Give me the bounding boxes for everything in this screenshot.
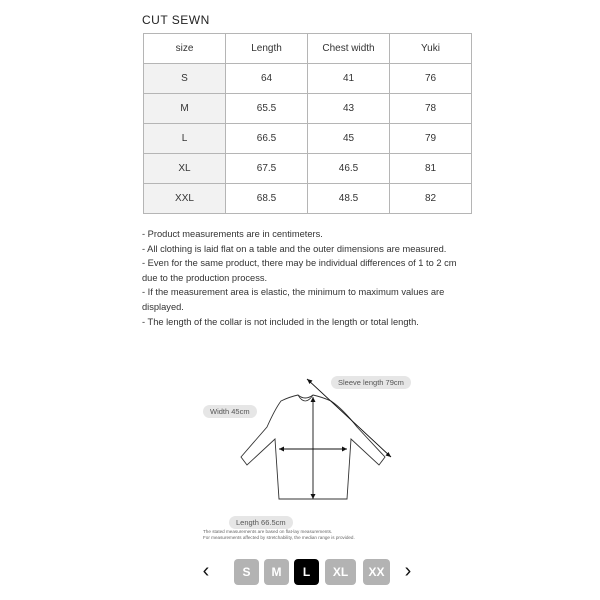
size-option-s[interactable]: S	[234, 559, 259, 585]
size-option-xxl[interactable]: XX	[363, 559, 390, 585]
footnote-line: The stated measurements are based on flat-lay measurements.	[203, 529, 333, 534]
table-cell: 79	[390, 124, 472, 154]
table-row	[144, 184, 472, 214]
column-header: size	[144, 34, 226, 64]
chevron-right-icon[interactable]: ›	[404, 560, 412, 582]
table-cell: 66.5	[226, 124, 308, 154]
width-label: Width 45cm	[203, 405, 257, 418]
table-cell: 64	[226, 64, 308, 94]
note-line: - All clothing is laid flat on a table and the outer dimensions are measured.	[142, 243, 447, 254]
table-cell: 43	[308, 94, 390, 124]
table-cell: 81	[390, 154, 472, 184]
table-cell: 48.5	[308, 184, 390, 214]
note-line: - Even for the same product, there may be individual differences of 1 to 2 cm due to the production process.	[142, 258, 457, 283]
chevron-left-icon[interactable]: ‹	[202, 560, 210, 582]
size-chart-table	[143, 33, 472, 214]
size-option-xl[interactable]: XL	[325, 559, 356, 585]
table-row	[144, 154, 472, 184]
table-cell: 65.5	[226, 94, 308, 124]
measurement-notes	[142, 227, 472, 329]
table-row	[144, 64, 472, 94]
table-cell: S	[144, 64, 226, 94]
footnote-line: For measurements affected by stretchability, the median range is provided.	[203, 535, 355, 540]
sleeve-length-label: Sleeve length 79cm	[331, 376, 411, 389]
diagram-footnote	[203, 529, 383, 541]
size-option-m[interactable]: M	[264, 559, 289, 585]
note-line: - The length of the collar is not included in the length or total length.	[142, 316, 419, 327]
size-option-l[interactable]: L	[294, 559, 319, 585]
table-cell: XXL	[144, 184, 226, 214]
table-row	[144, 94, 472, 124]
column-header: Yuki	[390, 34, 472, 64]
table-cell: 46.5	[308, 154, 390, 184]
table-cell: M	[144, 94, 226, 124]
table-cell: 45	[308, 124, 390, 154]
column-header: Chest width	[308, 34, 390, 64]
page-title: CUT SEWN	[142, 13, 210, 27]
table-row	[144, 124, 472, 154]
table-cell: 78	[390, 94, 472, 124]
note-line: - If the measurement area is elastic, the minimum to maximum values are displayed.	[142, 287, 445, 312]
measurement-diagram	[195, 365, 435, 545]
column-header: Length	[226, 34, 308, 64]
table-cell: XL	[144, 154, 226, 184]
table-cell: 76	[390, 64, 472, 94]
length-label: Length 66.5cm	[229, 516, 293, 529]
table-cell: 82	[390, 184, 472, 214]
table-cell: 67.5	[226, 154, 308, 184]
note-line: - Product measurements are in centimeters.	[142, 229, 323, 239]
table-cell: L	[144, 124, 226, 154]
table-cell: 41	[308, 64, 390, 94]
table-cell: 68.5	[226, 184, 308, 214]
size-selector	[0, 559, 600, 585]
table-header-row	[144, 34, 472, 64]
